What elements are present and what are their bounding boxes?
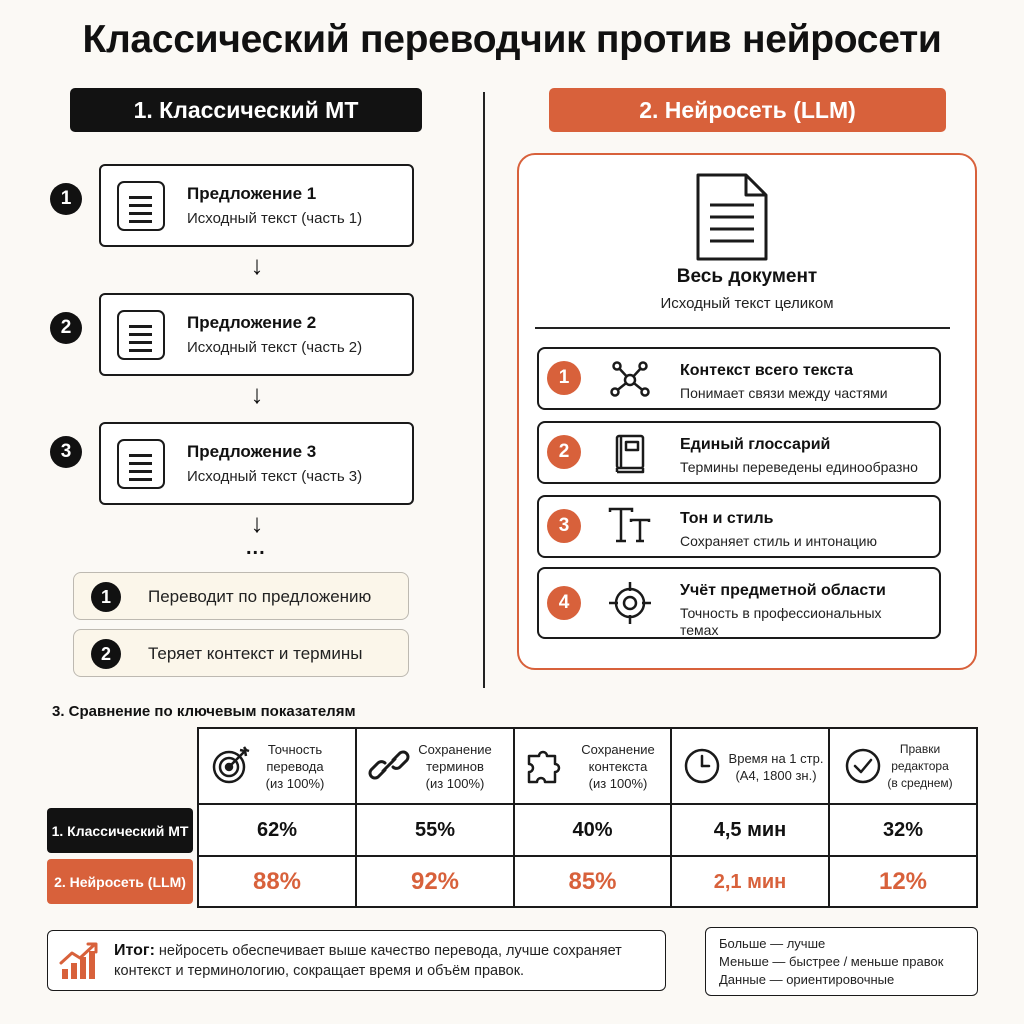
sentence-subtitle: Исходный текст (часть 2) (187, 339, 363, 356)
legend-item: Данные — ориентировочные (719, 972, 895, 987)
feature-title: Тон и стиль (680, 510, 774, 527)
value-cell: 88% (252, 868, 302, 895)
sentence-card-3 (99, 422, 414, 505)
down-arrow-icon: ↓ (250, 508, 264, 538)
sentence-title: Предложение 3 (187, 442, 317, 461)
feature-subtitle: Понимает связи между частями (680, 385, 888, 401)
note-number: 1 (91, 582, 121, 612)
value-cell: 55% (414, 819, 456, 841)
summary-text: Итог: нейросеть обеспечивает выше качество перевода, лучше сохраняет контекст и терминологию, сокращает время и объём правок. (114, 942, 622, 979)
note-text: Теряет контекст и термины (148, 644, 363, 663)
feature-title: Контекст всего текста (680, 362, 853, 379)
sentence-card-1 (99, 164, 414, 247)
legend-box (705, 927, 978, 996)
feature-number: 2 (547, 435, 581, 469)
feature-title: Единый глоссарий (680, 436, 831, 453)
table-divider (197, 803, 978, 805)
row-label-llm: 2. Нейросеть (LLM) (47, 859, 193, 904)
column-header-terms: Сохранение терминов (из 100%) (418, 742, 492, 791)
legend-item: Больше — лучше (719, 936, 826, 951)
sentence-title: Предложение 1 (187, 184, 317, 203)
mt-note-1 (73, 572, 409, 620)
step-number-3: 3 (50, 436, 82, 468)
feature-number: 3 (547, 509, 581, 543)
page-title: Классический переводчик против нейросети (82, 18, 942, 61)
sentence-subtitle: Исходный текст (часть 3) (187, 468, 363, 485)
chain-link-icon (368, 744, 410, 786)
target-crosshair-icon (607, 580, 653, 626)
down-arrow-icon: ↓ (250, 250, 264, 280)
row-label-classic-mt: 1. Классический MT (47, 808, 193, 853)
note-number: 2 (91, 639, 121, 669)
classic-mt-header: 1. Классический MT (70, 88, 422, 132)
growth-chart-icon (58, 941, 100, 981)
sentence-subtitle: Исходный текст (часть 1) (187, 210, 363, 227)
step-number-2: 2 (50, 312, 82, 344)
value-cell: 12% (878, 868, 928, 895)
down-arrow-icon: ↓ (250, 379, 264, 409)
column-header-time: Время на 1 стр. (А4, 1800 зн.) (728, 751, 824, 783)
full-document-icon (694, 171, 770, 263)
table-divider (197, 855, 978, 857)
value-cell: 2,1 мин (713, 871, 787, 893)
network-icon (607, 356, 653, 402)
column-header-accuracy: Точность перевода (из 100%) (265, 742, 325, 791)
llm-header: 2. Нейросеть (LLM) (549, 88, 946, 132)
column-divider (483, 92, 485, 688)
value-cell: 4,5 мин (713, 819, 787, 841)
check-circle-icon (843, 746, 883, 786)
document-icon (117, 181, 165, 231)
feature-tone-style (537, 495, 941, 558)
value-cell: 32% (882, 819, 924, 841)
feature-glossary (537, 421, 941, 484)
typography-icon (607, 504, 653, 550)
glossary-book-icon (607, 430, 653, 476)
feature-context (537, 347, 941, 410)
feature-number: 1 (547, 361, 581, 395)
column-header-edits: Правки редактора (в среднем) (887, 742, 953, 790)
document-subtitle: Исходный текст целиком (660, 295, 834, 312)
document-icon (117, 439, 165, 489)
feature-number: 4 (547, 586, 581, 620)
legend-item: Меньше — быстрее / меньше правок (719, 954, 944, 969)
step-number-1: 1 (50, 183, 82, 215)
target-icon (210, 744, 252, 786)
value-cell: 85% (568, 868, 617, 895)
puzzle-icon (525, 744, 569, 788)
feature-subtitle: Сохраняет стиль и интонацию (680, 533, 877, 549)
sentence-title: Предложение 2 (187, 313, 317, 332)
comparison-title: 3. Сравнение по ключевым показателям (52, 703, 356, 720)
ellipsis: ... (246, 537, 266, 559)
summary-box (47, 930, 666, 991)
value-cell: 62% (256, 819, 298, 841)
value-cell: 92% (410, 868, 460, 895)
feature-title: Учёт предметной области (680, 582, 886, 599)
column-header-context: Сохранение контекста (из 100%) (581, 742, 655, 791)
mt-note-2 (73, 629, 409, 677)
feature-subtitle: Термины переведены единообразно (680, 459, 918, 475)
document-icon (117, 310, 165, 360)
document-title: Весь документ (676, 266, 818, 287)
clock-icon (682, 746, 722, 786)
note-text: Переводит по предложению (148, 587, 372, 606)
feature-subtitle: Точность в профессиональных темах (680, 605, 882, 638)
value-cell: 40% (572, 819, 613, 841)
feature-domain (537, 567, 941, 639)
sentence-card-2 (99, 293, 414, 376)
panel-divider (535, 327, 950, 329)
